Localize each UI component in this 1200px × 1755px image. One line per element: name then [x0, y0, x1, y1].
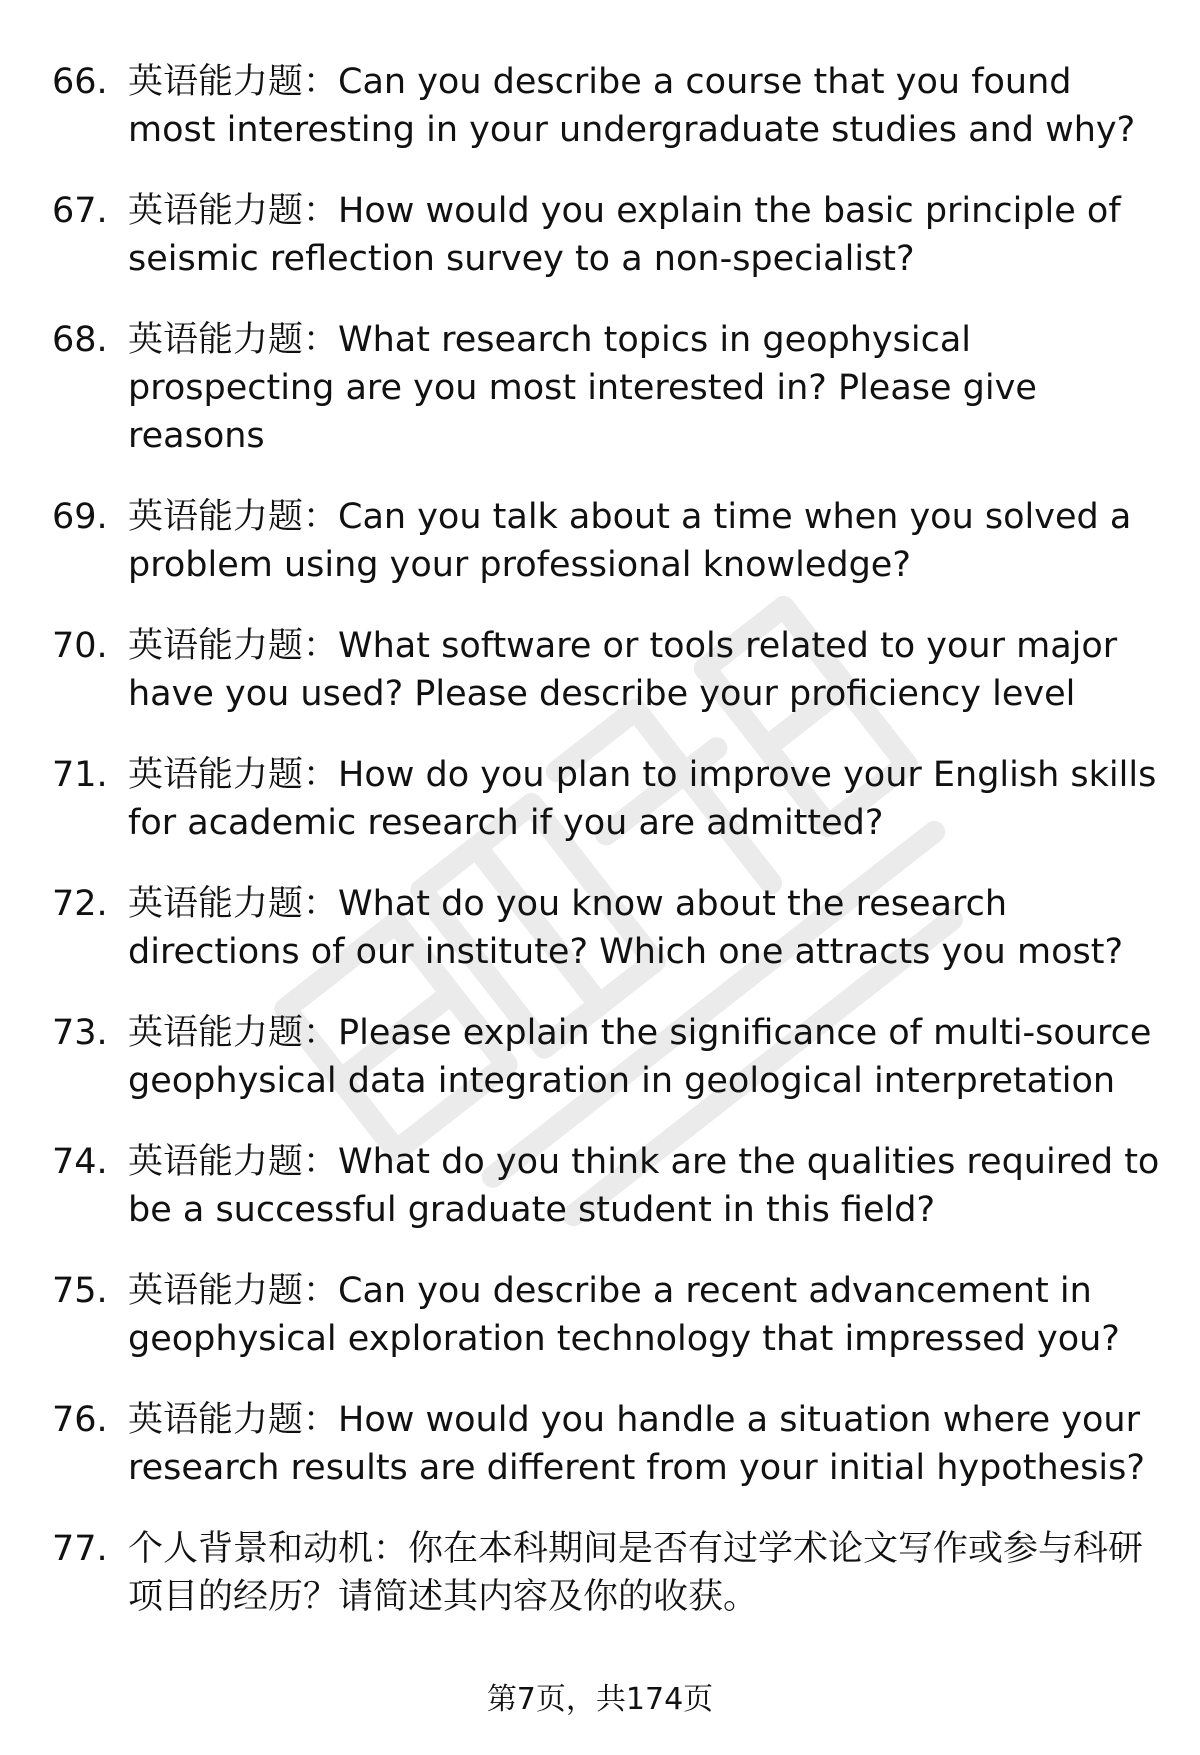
- question-text: Please explain the significance of multi-source geophysical data integration in geological interpretation: [128, 1013, 1152, 1101]
- question-item: [52, 751, 1162, 847]
- question-number: 69.: [52, 497, 108, 537]
- question-item: [52, 1138, 1162, 1234]
- question-body: [128, 880, 1162, 976]
- question-number: 67.: [52, 191, 108, 231]
- question-category: 英语能力题：: [128, 191, 339, 231]
- question-text: Can you talk about a time when you solved a problem using your professional knowledge?: [128, 497, 1132, 585]
- question-item: [52, 1525, 1162, 1621]
- question-item: [52, 58, 1162, 154]
- question-text: What software or tools related to your major have you used? Please describe your proficiency level: [128, 626, 1118, 714]
- question-body: [128, 1138, 1162, 1234]
- question-body: [128, 622, 1162, 718]
- question-item: [52, 493, 1162, 589]
- question-number: 68.: [52, 320, 108, 360]
- question-category: 个人背景和动机：: [128, 1529, 409, 1569]
- question-number: 66.: [52, 62, 108, 102]
- question-text: Can you describe a recent advancement in geophysical exploration technology that impressed you?: [128, 1271, 1120, 1359]
- question-body: [128, 1525, 1162, 1621]
- question-number: 72.: [52, 884, 108, 924]
- question-text: What do you think are the qualities required to be a successful graduate student in this field?: [128, 1142, 1160, 1230]
- question-number: 73.: [52, 1013, 108, 1053]
- question-number: 77.: [52, 1529, 108, 1569]
- question-category: 英语能力题：: [128, 1400, 339, 1440]
- question-number: 76.: [52, 1400, 108, 1440]
- question-item: [52, 187, 1162, 283]
- question-text: How do you plan to improve your English skills for academic research if you are admitted?: [128, 755, 1157, 843]
- question-body: [128, 1396, 1162, 1492]
- question-text: How would you explain the basic principle of seismic reflection survey to a non-specialist?: [128, 191, 1121, 279]
- question-category: 英语能力题：: [128, 755, 339, 795]
- question-category: 英语能力题：: [128, 497, 339, 537]
- question-item: [52, 316, 1162, 460]
- question-body: [128, 1009, 1162, 1105]
- question-item: [52, 1396, 1162, 1492]
- question-body: [128, 316, 1162, 460]
- question-body: [128, 1267, 1162, 1363]
- question-number: 74.: [52, 1142, 108, 1182]
- page-number-footer: 第7页，共174页: [486, 1682, 714, 1717]
- question-category: 英语能力题：: [128, 884, 339, 924]
- question-number: 71.: [52, 755, 108, 795]
- question-body: [128, 58, 1162, 154]
- question-text: What research topics in geophysical prospecting are you most interested in? Please give reasons: [128, 320, 1037, 456]
- question-category: 英语能力题：: [128, 320, 339, 360]
- question-text: 你在本科期间是否有过学术论文写作或参与科研项目的经历？请简述其内容及你的收获。: [128, 1529, 1144, 1617]
- question-item: [52, 1267, 1162, 1363]
- question-text: How would you handle a situation where your research results are different from your initial hypothesis?: [128, 1400, 1145, 1488]
- question-item: [52, 1009, 1162, 1105]
- question-number: 75.: [52, 1271, 108, 1311]
- question-item: [52, 622, 1162, 718]
- question-category: 英语能力题：: [128, 626, 339, 666]
- question-list: [52, 58, 1162, 1654]
- question-category: 英语能力题：: [128, 1142, 339, 1182]
- question-category: 英语能力题：: [128, 1013, 339, 1053]
- question-item: [52, 880, 1162, 976]
- question-category: 英语能力题：: [128, 62, 339, 102]
- question-body: [128, 187, 1162, 283]
- question-body: [128, 751, 1162, 847]
- question-text: Can you describe a course that you found most interesting in your undergraduate studies and why?: [128, 62, 1136, 150]
- question-category: 英语能力题：: [128, 1271, 339, 1311]
- question-text: What do you know about the research directions of our institute? Which one attracts you most?: [128, 884, 1124, 972]
- question-number: 70.: [52, 626, 108, 666]
- question-body: [128, 493, 1162, 589]
